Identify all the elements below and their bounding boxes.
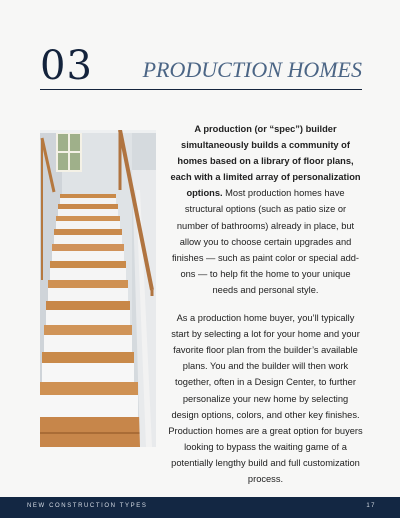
section-title: PRODUCTION HOMES	[142, 57, 362, 82]
staircase-photo	[40, 130, 156, 447]
title-divider	[40, 89, 362, 90]
page-footer	[0, 497, 400, 518]
paragraph-2: As a production home buyer, you’ll typically start by selecting a lot for your home and your favorite floor plan from the builder’s available plans. You and the builder will then work together, often in a Design Center, to further personalize your new home by selecting design options, colors, and other key finishes. Production homes are a great option for buyers looking to bypass the waiting game of a potentially lengthy build and full customization process.	[168, 313, 363, 484]
page-number: 17	[366, 503, 376, 509]
paragraph-1-rest: Most production homes have structural options (such as patio size or number of bathrooms) already in place, but allow you to choose certain upgrades and finishes — such as paint color or special add-ons — to help fit the home to your unique needs and personal style.	[171, 188, 360, 295]
paragraph-1	[168, 121, 363, 298]
paragraph-1-lead: A production (or “spec”) builder simultaneously builds a community of homes based on a library of floor plans, each with a limited array of personalization options.	[170, 124, 361, 199]
footer-section-label: NEW CONSTRUCTION TYPES	[27, 503, 148, 509]
section-number: 03	[40, 43, 93, 89]
body-copy	[168, 121, 363, 487]
